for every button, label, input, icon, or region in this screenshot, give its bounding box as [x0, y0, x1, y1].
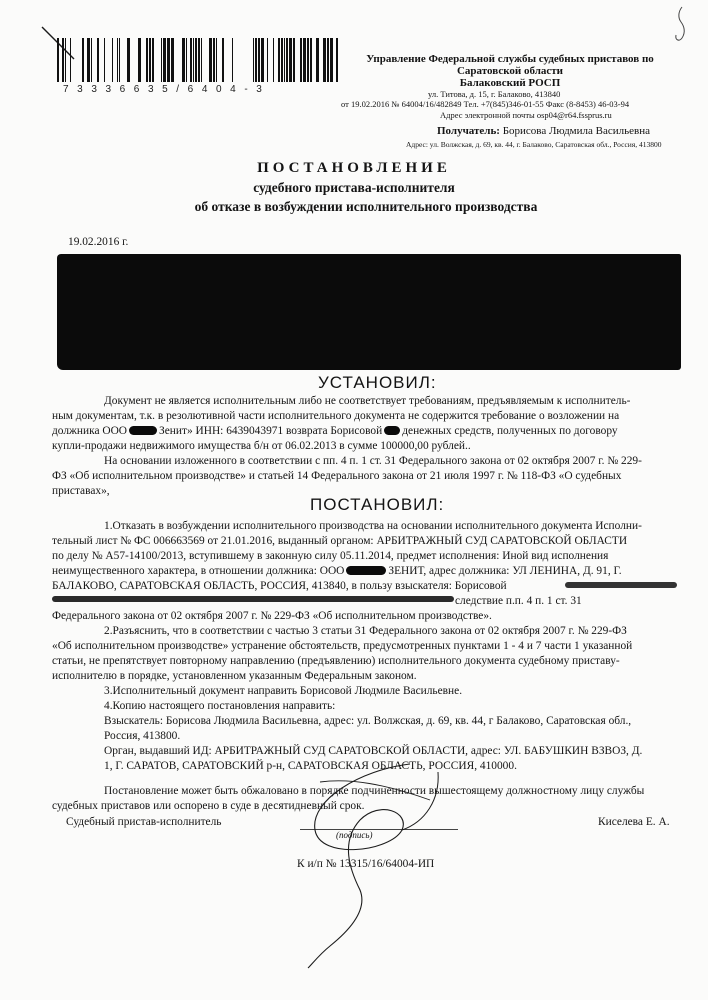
agency-email: Адрес электронной почты osp04@r64.fssprus.ru [440, 110, 612, 120]
barcode-bar [209, 38, 212, 82]
signer-position: Судебный пристав-исполнитель [66, 816, 222, 828]
barcode-bar [327, 38, 329, 82]
barcode-bar [201, 38, 202, 82]
resolved-4: 4.Копию настоящего постановления направить: [104, 700, 336, 712]
barcode-bar [186, 38, 187, 82]
barcode-bar [152, 38, 154, 82]
barcode-bar [258, 38, 260, 82]
barcode-bar [303, 38, 306, 82]
barcode-bar [127, 38, 130, 82]
barcode-bar [146, 38, 148, 82]
resolved-1-line-4: неимущественного характера, в отношении должника: ООО ЗЕНИТ, адрес должника: УЛ ЛЕНИНА, Д. 91, Г. [52, 565, 622, 577]
barcode-bar [70, 38, 71, 82]
redacted-block [57, 254, 681, 370]
established-p1-line-4: купли-продажи недвижимого имущества б/н от 06.02.2013 в сумме 100000,00 рублей.. [52, 440, 471, 452]
document-reference: от 19.02.2016 № 64004/16/482849 Тел. +7(845)346-01-55 Факс (8-8453) 46-03-94 [341, 99, 630, 109]
resolved-3: 3.Исполнительный документ направить Борисовой Людмиле Васильевне. [104, 685, 463, 697]
resolved-1-line-7: Федерального закона от 02 октября 2007 г. № 229-ФЗ «Об исполнительном производстве». [52, 610, 492, 622]
barcode-bar [57, 38, 59, 82]
case-number: К и/п № 13315/16/64004-ИП [297, 858, 435, 870]
barcode-bar [310, 38, 312, 82]
established-p2-line-3: приставах», [52, 485, 110, 497]
resolved-heading: ПОСТАНОВИЛ: [310, 495, 445, 514]
document-date: 19.02.2016 г. [68, 236, 129, 248]
barcode-bar [330, 38, 333, 82]
recipient-address: Адрес: ул. Волжская, д. 69, кв. 44, г. Балаково, Саратовская обл., Россия, 413800 [406, 140, 662, 149]
signer-name: Киселева Е. А. [598, 816, 670, 828]
barcode-bar [293, 38, 295, 82]
barcode-bar [193, 38, 194, 82]
agency-name-line-3: Балаковский РОСП [459, 77, 561, 89]
document-subtitle-1: судебного пристава-исполнителя [253, 180, 455, 195]
appeal-line-1: Постановление может быть обжаловано в порядке подчиненности вышестоящему должностному лицу службы [104, 785, 645, 797]
redacted-inline [384, 426, 400, 435]
barcode-bar [323, 38, 326, 82]
resolved-2-line-2: «Об исполнительном производстве» устранение обстоятельств, предусмотренных пунктами 1 - 4 и 7 части 1 указанной [52, 640, 633, 652]
established-heading: УСТАНОВИЛ: [318, 373, 437, 392]
document-title: ПОСТАНОВЛЕНИЕ [257, 160, 451, 176]
agency-name-line-2: Саратовской области [456, 65, 564, 77]
barcode-bar [198, 38, 200, 82]
document-subtitle-2: об отказе в возбуждении исполнительного производства [194, 199, 538, 214]
barcode-bar [216, 38, 217, 82]
barcode-bar [273, 38, 274, 82]
barcode-bar [190, 38, 192, 82]
barcode-bar [104, 38, 105, 82]
barcode-bar [119, 38, 120, 82]
redacted-strike [565, 582, 677, 588]
agency-name-line-1: Управление Федеральной службы судебных приставов по [366, 53, 654, 65]
signature-caption: (подпись) [336, 830, 373, 840]
recipient-line [437, 125, 650, 137]
barcode-bar [255, 38, 257, 82]
barcode-number: 73336635/6404-3 [63, 84, 271, 95]
established-p1-line-2: ным документам, т.к. в резолютивной части исполнительного документа не содержится требование о возложении на [52, 410, 620, 422]
barcode-bar [117, 38, 118, 82]
resolved-1-line-1: 1.Отказать в возбуждении исполнительного производства на основании исполнительного документа Исполни- [104, 520, 642, 532]
established-p2-line-2: ФЗ «Об исполнительном производстве» и статьей 14 Федерального закона от 21 июля 1997 г. № 118-ФЗ «О судебных [52, 470, 622, 482]
redacted-strike [52, 596, 454, 602]
recipient-label: Получатель: [437, 125, 500, 137]
barcode-bar [167, 38, 170, 82]
barcode-bar [316, 38, 319, 82]
barcode-bar [284, 38, 285, 82]
barcode-bar [171, 38, 174, 82]
barcode-bar [261, 38, 264, 82]
handwritten-corner-mark [668, 4, 692, 46]
barcode-bar [97, 38, 99, 82]
resolved-1-line-5: БАЛАКОВО, САРАТОВСКАЯ ОБЛАСТЬ, РОССИЯ, 413840, в пользу взыскателя: Борисовой [52, 580, 507, 592]
barcode-bar [62, 38, 64, 82]
barcode-bar [87, 38, 90, 82]
barcode-bar [222, 38, 224, 82]
barcode-bar [307, 38, 309, 82]
barcode [57, 38, 342, 82]
established-p2-line-1: На основании изложенного в соответствии с пп. 4 п. 1 ст. 31 Федерального закона от 02 октября 2007 г. № 229- [104, 455, 642, 467]
copy-recipient-2-line-2: 1, Г. САРАТОВ, САРАТОВСКИЙ р-н, САРАТОВСКАЯ ОБЛАСТЬ, РОССИЯ, 410000. [104, 760, 517, 772]
barcode-bar [138, 38, 141, 82]
copy-recipient-1-line-2: Россия, 413800. [104, 730, 181, 742]
barcode-bar [163, 38, 166, 82]
barcode-bar [149, 38, 151, 82]
barcode-bar [65, 38, 66, 82]
resolved-2-line-3: статьи, не препятствует повторному направлению (предъявлению) исполнительного документа судебному приставу- [52, 655, 620, 667]
copy-recipient-1-line-1: Взыскатель: Борисова Людмила Васильевна, адрес: ул. Волжская, д. 69, кв. 44, г Балаково, Саратовская обл., [104, 715, 632, 727]
barcode-bar [161, 38, 162, 82]
barcode-bar [300, 38, 302, 82]
barcode-bar [232, 38, 233, 82]
agency-address: ул. Титова, д. 15, г. Балаково, 413840 [428, 89, 561, 99]
barcode-bar [289, 38, 292, 82]
recipient-name: Борисова Людмила Васильевна [502, 125, 650, 137]
resolved-2-line-1: 2.Разъяснить, что в соответствии с частью 3 статьи 31 Федерального закона от 02 октября 2007 г. № 229-ФЗ [104, 625, 627, 637]
established-p1-line-3: должника ООО Зенит» ИНН: 6439043971 возврата Борисовой денежных средств, полученных по договору [52, 425, 618, 437]
resolved-1-line-2: тельный лист № ФС 006663569 от 21.01.2016, выданный органом: АРБИТРАЖНЫЙ СУД САРАТОВСКОЙ ОБЛАСТИ [52, 535, 628, 547]
appeal-line-2: судебных приставов или оспорено в суде в десятидневный срок. [52, 800, 365, 812]
resolved-1-line-3: по делу № А57-14100/2013, вступившему в законную силу 05.11.2014, предмет исполнения: Иной вид исполнения [52, 550, 609, 562]
barcode-bar [112, 38, 113, 82]
handwritten-signature [290, 760, 460, 970]
barcode-bar [82, 38, 84, 82]
redacted-inline [346, 566, 386, 575]
established-p1-line-1: Документ не является исполнительным либо не соответствует требованиям, предъявляемым к исполнитель- [104, 395, 631, 407]
barcode-bar [281, 38, 283, 82]
barcode-bar [253, 38, 254, 82]
resolved-1-line-6: следствие п.п. 4 п. 1 ст. 31 [455, 595, 582, 607]
barcode-bar [278, 38, 280, 82]
barcode-bar [195, 38, 197, 82]
resolved-2-line-4: исполнителю в порядке, установленном указанным Федеральным законом. [52, 670, 417, 682]
redacted-inline [129, 426, 157, 435]
barcode-bar [267, 38, 268, 82]
copy-recipient-2-line-1: Орган, выдавший ИД: АРБИТРАЖНЫЙ СУД САРАТОВСКОЙ ОБЛАСТИ, адрес: УЛ. БАБУШКИН ВЗВОЗ, Д. [104, 745, 643, 757]
barcode-bar [213, 38, 215, 82]
barcode-bar [336, 38, 338, 82]
barcode-bar [286, 38, 288, 82]
barcode-bar [182, 38, 185, 82]
barcode-bar [91, 38, 92, 82]
